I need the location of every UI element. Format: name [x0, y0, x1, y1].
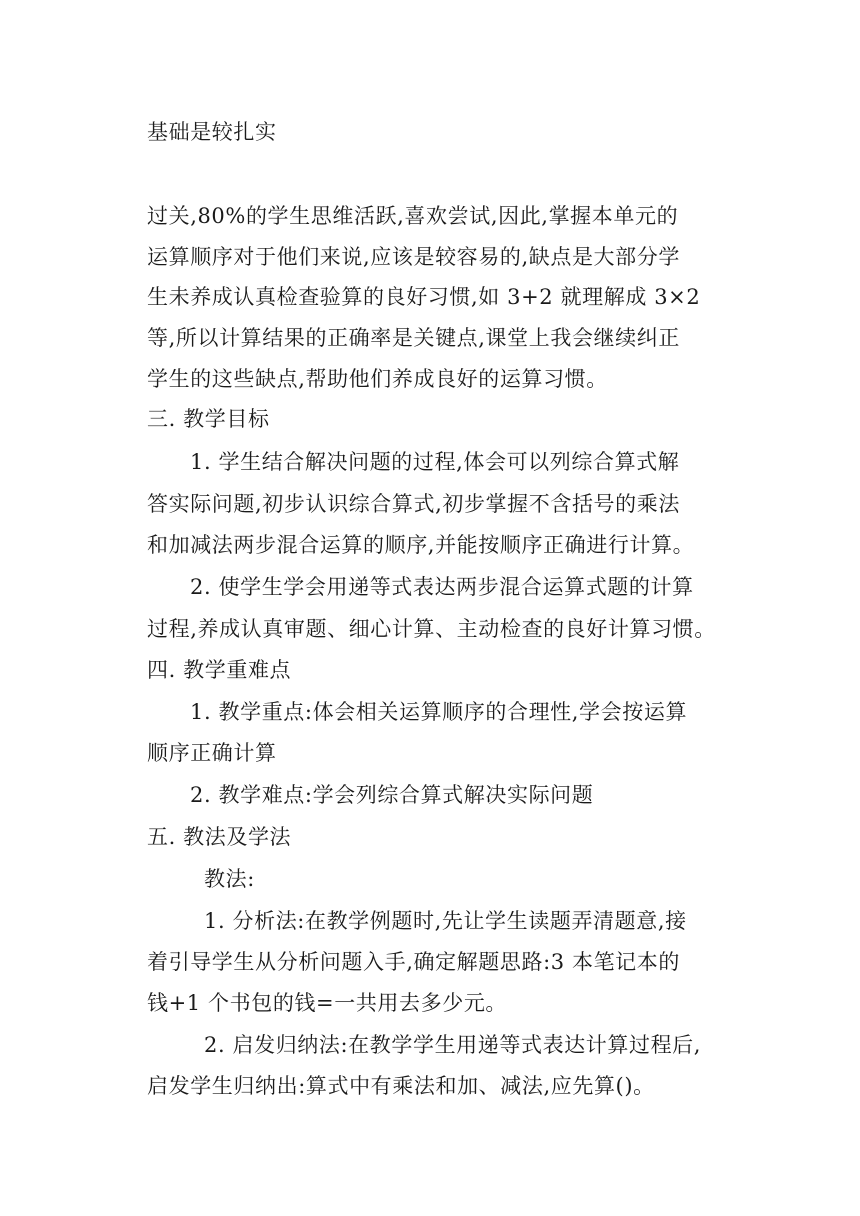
section-heading-4: 四. 教学重难点 [147, 658, 292, 682]
method-label: 教法: [204, 867, 255, 891]
key-point-line-2: 顺序正确计算 [147, 741, 277, 765]
objective-1-line-1: 1. 学生结合解决问题的过程,体会可以列综合算式解 [190, 450, 680, 474]
text-line-5: 等,所以计算结果的正确率是关键点,课堂上我会继续纠正 [147, 326, 680, 350]
text-line-2: 过关,80%的学生思维活跃,喜欢尝试,因此,掌握本单元的 [147, 204, 679, 228]
text-line-6: 学生的这些缺点,帮助他们养成良好的运算习惯。 [147, 367, 608, 391]
section-heading-3: 三. 教学目标 [147, 407, 270, 431]
text-line-4: 生未养成认真检查验算的良好习惯,如 3+2 就理解成 3×2 [147, 285, 701, 309]
objective-1-line-2: 答实际问题,初步认识综合算式,初步掌握不含括号的乘法 [147, 492, 680, 516]
objective-1-line-3: 和加减法两步混合运算的顺序,并能按顺序正确进行计算。 [147, 533, 695, 557]
key-point-line-1: 1. 教学重点:体会相关运算顺序的合理性,学会按运算 [190, 700, 688, 724]
objective-2-line-1: 2. 使学生学会用递等式表达两步混合运算式题的计算 [190, 575, 694, 599]
section-heading-5: 五. 教法及学法 [147, 825, 292, 849]
difficulty-line: 2. 教学难点:学会列综合算式解决实际问题 [190, 783, 594, 807]
objective-2-line-2: 过程,养成认真审题、细心计算、主动检查的良好计算习惯。 [147, 617, 716, 641]
method-1-line-2: 着引导学生从分析问题入手,确定解题思路:3 本笔记本的 [147, 950, 680, 974]
method-1-line-1: 1. 分析法:在教学例题时,先让学生读题弄清题意,接 [204, 909, 687, 933]
method-2-line-1: 2. 启发归纳法:在教学学生用递等式表达计算过程后, [204, 1033, 702, 1057]
text-line-1: 基础是较扎实 [147, 120, 277, 144]
text-line-3: 运算顺序对于他们来说,应该是较容易的,缺点是大部分学 [147, 245, 680, 269]
method-2-line-2: 启发学生归纳出:算式中有乘法和加、减法,应先算()。 [147, 1074, 655, 1098]
method-1-line-3: 钱+1 个书包的钱=一共用去多少元。 [147, 991, 508, 1015]
